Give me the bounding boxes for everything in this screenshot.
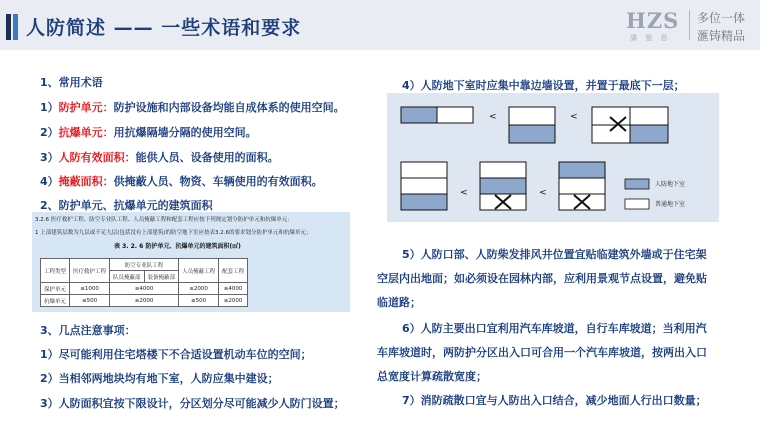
layout-option-d (401, 162, 447, 210)
table-header-cell: 配套工程 (219, 259, 248, 283)
term-definition: 能供人员、设备使用的面积。 (135, 151, 279, 164)
compare-symbol: < (460, 188, 468, 198)
note-item: 2）当相邻两地块均有地下室，人防应集中建设； (40, 372, 279, 385)
term-effective-area (40, 149, 279, 165)
table-cell: ≤2000 (219, 295, 248, 307)
company-logo: HZS (626, 8, 680, 33)
requirement-6-line: 车库坡道时，两防护分区出入口可合用一个汽车库坡道，按两出入口 (377, 346, 707, 359)
excerpt-clause-line: 1 上部建筑层数为九层或不足九层(包括没有上部建筑)的防空地下室应按表3.2.6的要求划分防护单元和抗爆单元； (35, 230, 312, 236)
term-key: 掩蔽面积： (58, 175, 114, 188)
term-shelter-area (40, 173, 323, 189)
requirement-6-line: 6）人防主要出口宜利用汽车库坡道，自行车库坡道；当利用汽 (402, 322, 707, 335)
excerpt-clause-line: 3.2.6 医疗救护工程、防空专业队工程、人员掩蔽工程和配套工程应按下列规定划分防护单元和抗爆单元： (35, 217, 293, 223)
layout-option-e (480, 162, 526, 210)
compare-symbol: < (570, 112, 578, 122)
term-number: 2） (40, 126, 59, 139)
area-limit-table (40, 258, 248, 307)
table-cell: ≤500 (70, 295, 110, 307)
layout-option-f (559, 162, 605, 210)
slogan-line-1: 多位一体 (697, 11, 746, 25)
table-header-row (41, 259, 248, 271)
term-protection-unit (40, 99, 345, 115)
term-number: 4） (40, 175, 59, 188)
table-header-cell: 人员掩蔽工程 (179, 259, 219, 283)
layout-option-b (509, 107, 555, 143)
header-accent-dark (6, 14, 11, 40)
requirement-6-line: 总宽度计算疏散宽度； (377, 370, 487, 383)
excerpt-table-caption: 表 3. 2. 6 防护单元、抗爆单元的建筑面积(㎡) (114, 243, 241, 250)
term-number: 3） (40, 151, 59, 164)
table-header-cell: 队员掩蔽部 (110, 271, 145, 283)
table-cell: ≤500 (179, 295, 219, 307)
table-cell: ≤2000 (179, 283, 219, 295)
compare-symbol: < (539, 188, 547, 198)
table-header-cell: 医疗救护工程 (70, 259, 110, 283)
note-item: 1）尽可能利用住宅塔楼下不合适设置机动车位的空间； (40, 348, 312, 361)
term-definition: 用抗爆隔墙分隔的使用空间。 (113, 126, 257, 139)
area-heading: 2、防护单元、抗爆单元的建筑面积 (40, 199, 213, 212)
table-cell: 抗爆单元 (41, 295, 70, 307)
term-definition: 防护设施和内部设备均能自成体系的使用空间。 (113, 101, 345, 114)
basement-layout-diagram (387, 93, 719, 222)
legend-swatch-ordinary (625, 199, 649, 209)
table-cell: ≤4000 (110, 283, 179, 295)
standard-excerpt-image (32, 212, 350, 312)
layout-option-c (592, 107, 668, 143)
notes-heading: 3、几点注意事项： (40, 324, 136, 337)
note-item: 3）人防面积宜按下限设计，分区划分尽可能减少人防门设置； (40, 397, 345, 410)
requirement-5-line: 5）人防口部、人防柴发排风井位置宜贴临建筑外墙或于住宅架 (402, 248, 707, 261)
requirement-5-line: 空层内出地面；如必须设在园林内部，应利用景观节点设置，避免贴 (377, 272, 707, 285)
term-key: 人防有效面积： (58, 151, 136, 164)
table-row (41, 283, 248, 295)
term-key: 防护单元： (58, 101, 114, 114)
term-key: 抗爆单元： (58, 126, 114, 139)
table-cell: ≤2000 (110, 295, 179, 307)
page-title: 人防简述 —— 一些术语和要求 (26, 17, 302, 39)
requirement-5-line: 临道路； (377, 296, 421, 309)
table-header-cell: 工程类型 (41, 259, 70, 283)
legend-swatch-civil-defense (625, 179, 649, 189)
table-header-cell: 防空专业队工程 (110, 259, 179, 271)
requirement-4: 4）人防地下室时应集中靠边墙设置，并置于最底下一层； (402, 79, 685, 92)
term-definition: 供掩蔽人员、物资、车辆使用的有效面积。 (113, 175, 323, 188)
terms-heading: 1、常用术语 (40, 76, 103, 89)
table-cell: 保护单元 (41, 283, 70, 295)
logo-divider (689, 10, 690, 40)
requirement-7: 7）消防疏散口宜与人防出入口结合，减少地面人行出口数量； (402, 394, 707, 407)
header-accent-blue (13, 14, 18, 40)
term-number: 1） (40, 101, 59, 114)
slogan-line-2: 滙铸精品 (697, 29, 746, 43)
legend-label-civil-defense: 人防地下室 (655, 181, 686, 188)
term-blast-unit (40, 124, 257, 140)
company-logo-subtitle: 譑 張 思 (630, 34, 671, 42)
table-cell: ≤4000 (219, 283, 248, 295)
table-header-cell: 装备掩蔽部 (144, 271, 179, 283)
table-cell: ≤1000 (70, 283, 110, 295)
layout-option-a (401, 107, 473, 123)
legend-label-ordinary: 普通地下室 (655, 201, 686, 208)
compare-symbol: < (489, 112, 497, 122)
table-row (41, 295, 248, 307)
